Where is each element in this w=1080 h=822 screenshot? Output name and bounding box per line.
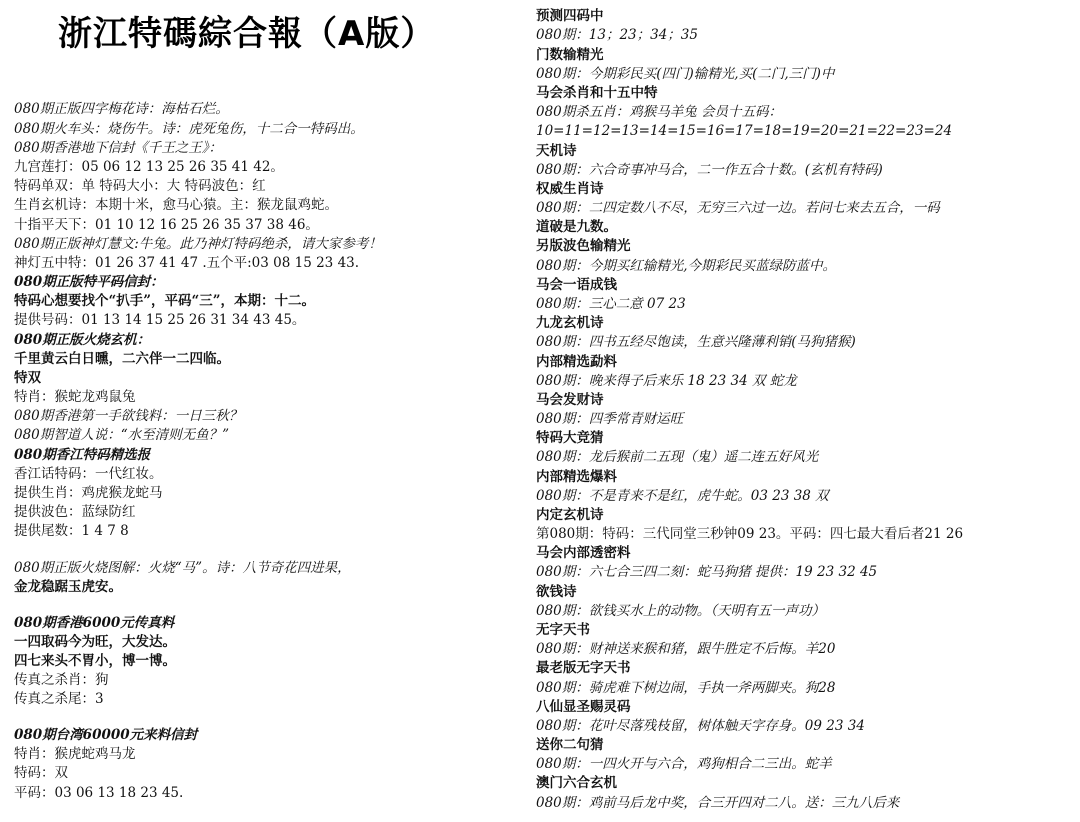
text-line: 080期：四季常青财运旺: [536, 411, 684, 427]
text-line: 传真之杀肖：狗: [14, 672, 109, 688]
text-line: 神灯五中特：01 26 37 41 47 .五个平:03 08 15 23 43.: [14, 255, 360, 271]
text-line: 平码：03 06 13 18 23 45.: [14, 785, 184, 801]
text-line: 080期：六合奇事冲马合，二一作五合十数。(玄机有特码): [536, 162, 883, 178]
text-line: 特码心想要找个“扒手”，平码“三”，本期：十二。: [14, 293, 316, 309]
text-line: 080期：鸡前马后龙中奖，合三开四对二八。送：三九八后来: [536, 795, 900, 811]
text-line: 080期：骑虎难下树边闹，手执一斧两脚夹。狗28: [536, 680, 836, 696]
text-line: 080期香港地下信封《千王之王》：: [14, 140, 223, 156]
text-line: 080期：不是青来不是红，虎牛蛇。03 23 38 双: [536, 488, 829, 504]
text-line: 提供波色：蓝绿防红: [14, 504, 136, 520]
text-line: 预测四码中: [536, 8, 604, 24]
text-line: 080期：今期买红输精光,今期彩民买蓝绿防蓝中。: [536, 258, 837, 274]
text-line: 080期：三心二意 07 23: [536, 296, 686, 312]
text-line: 10=11=12=13=14=15=16=17=18=19=20=21=22=23=24: [536, 123, 953, 139]
text-line: 内部精选爆料: [536, 469, 617, 485]
text-line: 提供号码：01 13 14 15 25 26 31 34 43 45。: [14, 312, 306, 328]
text-line: 千里黄云白日曛，二六伴一二四临。: [14, 351, 230, 367]
text-line: 马会杀肖和十五中特: [536, 85, 658, 101]
text-line: 提供尾数：1 4 7 8: [14, 523, 129, 539]
text-line: 特双: [14, 370, 41, 386]
text-line: 080期正版火烧图解：火烧“马”。诗：八节奇花四进果，: [14, 560, 351, 576]
text-line: 生肖玄机诗：本期十米，愈马心猿。主：猴龙鼠鸡蛇。: [14, 197, 338, 213]
text-line: 080期正版四字梅花诗：海枯石烂。: [14, 101, 229, 117]
text-line: 送你二句猜: [536, 737, 604, 753]
text-line: 080期：四书五经尽饱读，生意兴隆薄利销(马狗猪猴): [536, 334, 856, 350]
text-line: 权威生肖诗: [536, 181, 604, 197]
text-line: 080期：花叶尽落残枝留，树体触天字存身。09 23 34: [536, 718, 865, 734]
text-line: 080期香港6000元传真料: [14, 615, 175, 631]
text-line: 特肖：猴虎蛇鸡马龙: [14, 746, 136, 762]
text-line: 内部精选勐料: [536, 354, 617, 370]
text-line: 080期正版火烧玄机：: [14, 332, 151, 348]
text-line: 内定玄机诗: [536, 507, 604, 523]
text-line: 080期：晚来得子后来乐 18 23 34 双 蛇龙: [536, 373, 797, 389]
text-line: 080期：13；23；34；35: [536, 27, 698, 43]
text-line: 第080期：特码：三代同堂三秒钟09 23。平码：四七最大看后者21 26: [536, 526, 964, 542]
text-line: 080期香港第一手欲钱料：一日三秋？: [14, 408, 243, 424]
page-title: 浙江特碼綜合報（A版）: [58, 14, 436, 54]
text-line: 马会内部透密料: [536, 545, 631, 561]
text-line: 金龙稳踞玉虎安。: [14, 579, 122, 595]
text-line: 九龙玄机诗: [536, 315, 604, 331]
text-line: 特码：双: [14, 765, 68, 781]
text-line: 080期：今期彩民买(四门)输精光,买(二门,三门)中: [536, 66, 835, 82]
text-line: 十指平天下：01 10 12 16 25 26 35 37 38 46。: [14, 217, 319, 233]
text-line: 080期：欲钱买水上的动物。（天明有五一声功）: [536, 603, 826, 619]
text-line: 080期：一四火开与六合，鸡狗相合二三出。蛇羊: [536, 756, 832, 772]
text-line: 传真之杀尾：3: [14, 691, 104, 707]
text-line: 天机诗: [536, 143, 577, 159]
text-line: 提供生肖：鸡虎猴龙蛇马: [14, 485, 163, 501]
text-line: 最老版无字天书: [536, 660, 631, 676]
text-line: 香江话特码：一代红妆。: [14, 466, 163, 482]
text-line: 四七来头不胃小，博一博。: [14, 653, 176, 669]
text-line: 马会一语成钱: [536, 277, 617, 293]
text-line: 080期：龙后猴前二五现（鬼）遥二连五好风光: [536, 449, 819, 465]
text-line: 080期正版特平码信封：: [14, 274, 164, 290]
text-line: 澳门六合玄机: [536, 775, 617, 791]
text-line: 080期火车头：烧伤牛。诗：虎死兔伤，十二合一特码出。: [14, 121, 364, 137]
text-line: 一四取码今为旺，大发达。: [14, 634, 176, 650]
text-line: 马会发财诗: [536, 392, 604, 408]
text-line: 080期智道人说：“水至清则无鱼？”: [14, 427, 230, 443]
text-line: 无字天书: [536, 622, 590, 638]
text-line: 080期香江特码精选报: [14, 447, 151, 463]
text-line: 道破是九数。: [536, 219, 617, 235]
text-line: 门数输精光: [536, 47, 604, 63]
text-line: 八仙显圣赐灵码: [536, 699, 631, 715]
text-line: 080期：财神送来猴和猪，跟牛胜定不后悔。羊20: [536, 641, 836, 657]
text-line: 另版波色输精光: [536, 238, 631, 254]
text-line: 080期：二四定数八不尽，无穷三六过一边。若问七来去五合，一码: [536, 200, 940, 216]
text-line: 九宫莲打：05 06 12 13 25 26 35 41 42。: [14, 159, 284, 175]
text-line: 080期：六七合三四二刻：蛇马狗猪 提供：19 23 32 45: [536, 564, 878, 580]
text-line: 080期台湾60000元来料信封: [14, 727, 198, 743]
text-line: 080期杀五肖：鸡猴马羊兔 会员十五码：: [536, 104, 783, 120]
text-line: 080期正版神灯慧文:牛兔。此乃神灯特码绝杀，请大家参考！: [14, 236, 382, 252]
text-line: 特码大竞猜: [536, 430, 604, 446]
text-line: 特肖：猴蛇龙鸡鼠兔: [14, 389, 136, 405]
text-line: 特码单双：单 特码大小：大 特码波色：红: [14, 178, 266, 194]
text-line: 欲钱诗: [536, 584, 577, 600]
